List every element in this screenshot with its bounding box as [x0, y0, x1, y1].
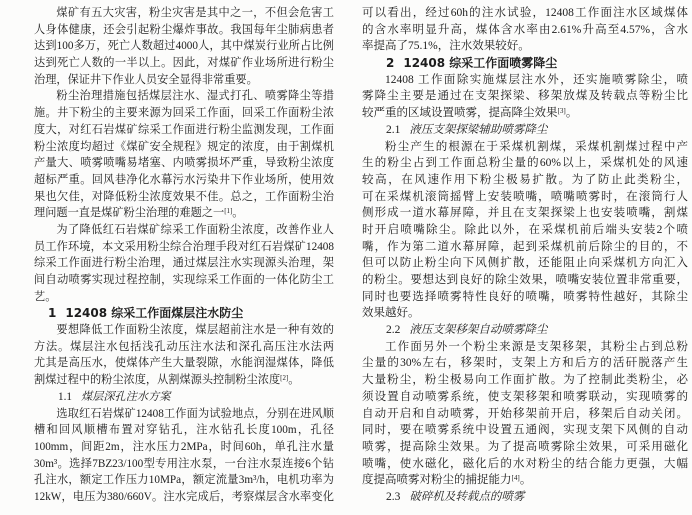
paragraph	[34, 322, 334, 389]
paragraph-line: 喷雾，提高除尘效果。为了提高喷雾除尘效果，可采用磁化	[362, 440, 688, 453]
line-text: 割煤过程中的粉尘浓度，从割煤源头控制粉尘浓度	[34, 374, 281, 387]
paragraph-line: 间自动喷雾实现过程控制，实现综采工作面的一体化防尘工	[34, 274, 334, 286]
paragraph	[362, 339, 688, 489]
line-tail: 。	[565, 107, 578, 120]
subsection-number: 1.1	[58, 390, 72, 403]
paragraph-line: 工作面另外一个粉尘来源是支架移架，其粉尘占到总粉	[385, 340, 688, 353]
section-number: 2	[386, 56, 395, 71]
section-heading	[362, 55, 688, 72]
paragraph-line: 生的粉尘占到工作面总粉尘量的60%以上，采煤机处的风速	[362, 157, 688, 170]
line-tail: 。	[519, 474, 532, 487]
subsection-title: 液压支架探梁辅助喷雾降尘	[409, 123, 548, 136]
paragraph	[34, 88, 334, 222]
paragraph-line: 综采工作面进行粉尘治理，通过煤层注水实现源头治理，架	[34, 257, 334, 270]
line-text: 度提高喷雾对粉尘的捕捉能力	[362, 474, 512, 487]
right-column	[362, 5, 688, 506]
paragraph-line: 侧形成一道水幕屏障，并且在支架探梁上也安装喷嘴，割煤	[362, 207, 688, 220]
paragraph-line: 喷嘴，使水磁化，磁化后的水对粉尘的结合能力更强，大幅	[362, 457, 688, 470]
paragraph-line: 率提高了75.1%，注水效果较好。	[362, 40, 530, 53]
paragraph-line: 施。井下粉尘的主要来源为回采工作面，回采工作面粉尘浓	[34, 107, 334, 120]
paragraph-line: 较高，在风速作用下粉尘极易扩散。为了防止此类粉尘，	[362, 173, 688, 186]
subsection-heading	[362, 322, 688, 339]
subsection-number: 2.2	[386, 324, 401, 337]
section-number: 1	[48, 306, 57, 321]
paragraph	[362, 5, 688, 55]
subsection-title: 破碎机及转载点的喷雾	[409, 490, 525, 503]
subsection-number: 2.1	[386, 123, 401, 136]
paragraph-line: 的粉尘。要想达到良好的除尘效果，喷嘴安装位置非常重要，	[362, 274, 688, 286]
paragraph-line: 100mm，间距2m，注水压力2MPa，时间60h，单孔注水量	[34, 440, 334, 453]
subsection-title: 煤层深孔注水方案	[80, 390, 171, 403]
paragraph-line: 尤其是高压水，使煤体产生大量裂隙，水能润湿煤体，降低	[34, 357, 334, 370]
section-title: 12408 综采工作面煤层注水防尘	[65, 306, 244, 321]
paragraph-line: 度大，对红石岩煤矿综采工作面进行粉尘监测发现，工作面	[34, 123, 334, 136]
paragraph-line: 30m³。选择7BZ23/100型专用注水泵，一台注水泵连接6个钻	[34, 457, 334, 470]
citation-ref: [3]	[557, 106, 566, 115]
paragraph-line: 员工作环境，本文采用粉尘综合治理手段对红石岩煤矿12408	[34, 240, 334, 253]
paragraph-line: 为了降低红石岩煤矿综采工作面粉尘浓度，改善作业人	[56, 223, 334, 236]
paragraph-line: 同时也要选择喷雾特性良好的喷嘴，喷雾特性越好，其除尘	[362, 290, 688, 303]
subsection-number: 2.3	[386, 490, 401, 503]
paragraph-line: 产量大、喷雾喷嘴易堵塞、内喷雾损坏严重，导致粉尘浓度	[34, 157, 334, 170]
paragraph-line: 效果越好。	[362, 307, 420, 320]
paragraph-line: 但可以防止粉尘向下风侧扩散，还能阻止向采煤机方向汇入	[362, 257, 688, 270]
paragraph-line: 12kW，电压为380/660V。注水完成后，考察煤层含水率变化	[34, 490, 334, 503]
paragraph-line: 煤矿有五大灾害，粉尘灾害是其中之一，不但会危害工	[56, 7, 334, 19]
paragraph-line	[34, 372, 334, 389]
paragraph-line: 须设置自动喷雾系统，使支架移架和喷雾联动，实现喷雾的	[362, 390, 688, 403]
paragraph	[362, 139, 688, 323]
section-title: 12408 综采工作面喷雾降尘	[403, 56, 558, 71]
subsection-title: 液压支架移架自动喷雾降尘	[409, 324, 548, 337]
paragraph-line: 12408 工作面除实施煤层注水外，还实施喷雾除尘，喷	[385, 73, 688, 86]
line-text: 较严重的区域设置喷雾，提高降尘效果	[362, 107, 558, 120]
subsection-heading	[362, 489, 688, 506]
paragraph-line: 果也欠佳，对降低粉尘浓度效果不佳。总之，工作面粉尘治	[34, 190, 334, 203]
paragraph	[362, 72, 688, 122]
subsection-heading	[362, 122, 688, 139]
paragraph-line: 粉尘产生的根源在于采煤机割煤，采煤机割煤过程中产	[385, 140, 688, 153]
paragraph-line: 的含水率明显升高，煤体含水率由2.61%升高至4.57%，含水	[362, 23, 688, 36]
paragraph-line: 大量粉尘，粉尘极易向工作面扩散。为了控制此类粉尘，必	[362, 374, 688, 387]
paragraph	[34, 406, 334, 506]
paragraph-line: 粉尘浓度均超过《煤矿安全规程》规定的浓度，由于割煤机	[34, 140, 334, 153]
paragraph-line: 同时，要在喷雾系统中设置五通阀，实现支架下风侧的自动	[362, 424, 688, 437]
left-column	[34, 5, 334, 506]
citation-ref: [4]	[511, 473, 520, 482]
paragraph-line: 治理，保证井下作业人员安全显得非常重要。	[34, 73, 258, 86]
line-tail: 。	[288, 374, 300, 387]
paragraph-line	[34, 205, 334, 222]
paragraph-line: 粉尘治理措施包括煤层注水、湿式打孔、喷雾降尘等措	[56, 90, 334, 103]
paragraph-line: 选取红石岩煤矿12408工作面为试验地点，分别在进风顺	[56, 407, 334, 420]
paragraph-line: 时开启喷嘴除尘。除此以外，在采煤机前后端头安装2个喷	[362, 223, 688, 236]
paragraph	[34, 222, 334, 305]
line-tail: 。	[232, 207, 244, 220]
line-text: 理问题一直是煤矿粉尘治理的难题之一	[34, 207, 225, 220]
paragraph-line: 达到死亡人数的一半以上。因此，对煤矿作业场所进行粉尘	[34, 57, 334, 70]
section-heading	[34, 305, 334, 322]
citation-ref: [2]	[280, 373, 289, 382]
citation-ref: [1]	[224, 206, 233, 215]
paragraph-line: 人身体健康，还会引起粉尘爆炸事故。我国每年尘肺病患者	[34, 23, 334, 36]
paragraph-line: 尘量的30%左右，移架时，支架上方和后方的活矸脱落产生	[362, 357, 688, 370]
paragraph-line: 可在采煤机滚筒摇臂上安装喷嘴，喷嘴喷雾时，在滚筒行人	[362, 190, 688, 203]
subsection-heading	[34, 389, 334, 406]
paragraph-line	[362, 472, 688, 489]
paragraph-line: 方法。煤层注水包括浅孔动压注水法和深孔高压注水法两	[34, 340, 334, 353]
paragraph-line: 艺。	[34, 290, 57, 303]
paragraph-line: 自动开启和自动喷雾，开始移架前开启，移架后自动关闭。	[362, 407, 688, 420]
paragraph	[34, 5, 334, 88]
paragraph-line: 达到100多万，死亡人数超过4000人，其中煤炭行业所占比例	[34, 40, 334, 53]
paragraph-line: 孔注水，额定工作压力10MPa，额定流量3m³/h，电机功率为	[34, 474, 334, 487]
paragraph-line: 超标严重。回风巷净化水幕污水污染井下作业场所，使用效	[34, 173, 334, 186]
paragraph-line: 可以看出，经过60h的注水试验，12408工作面注水区域煤体	[362, 7, 688, 19]
paragraph-line: 嘴，作为第二道水幕屏障，起到采煤机前后除尘的目的，不	[362, 240, 688, 253]
paragraph-line: 要想降低工作面粉尘浓度，煤层超前注水是一种有效的	[56, 324, 334, 337]
paragraph-line: 槽和回风顺槽布置对穿钻孔，注水钻孔长度100m，孔径	[34, 424, 334, 437]
paragraph-line	[362, 105, 688, 122]
paragraph-line: 雾降尘主要是通过在支架探梁、移架放煤及转载点等粉尘比	[362, 90, 688, 103]
